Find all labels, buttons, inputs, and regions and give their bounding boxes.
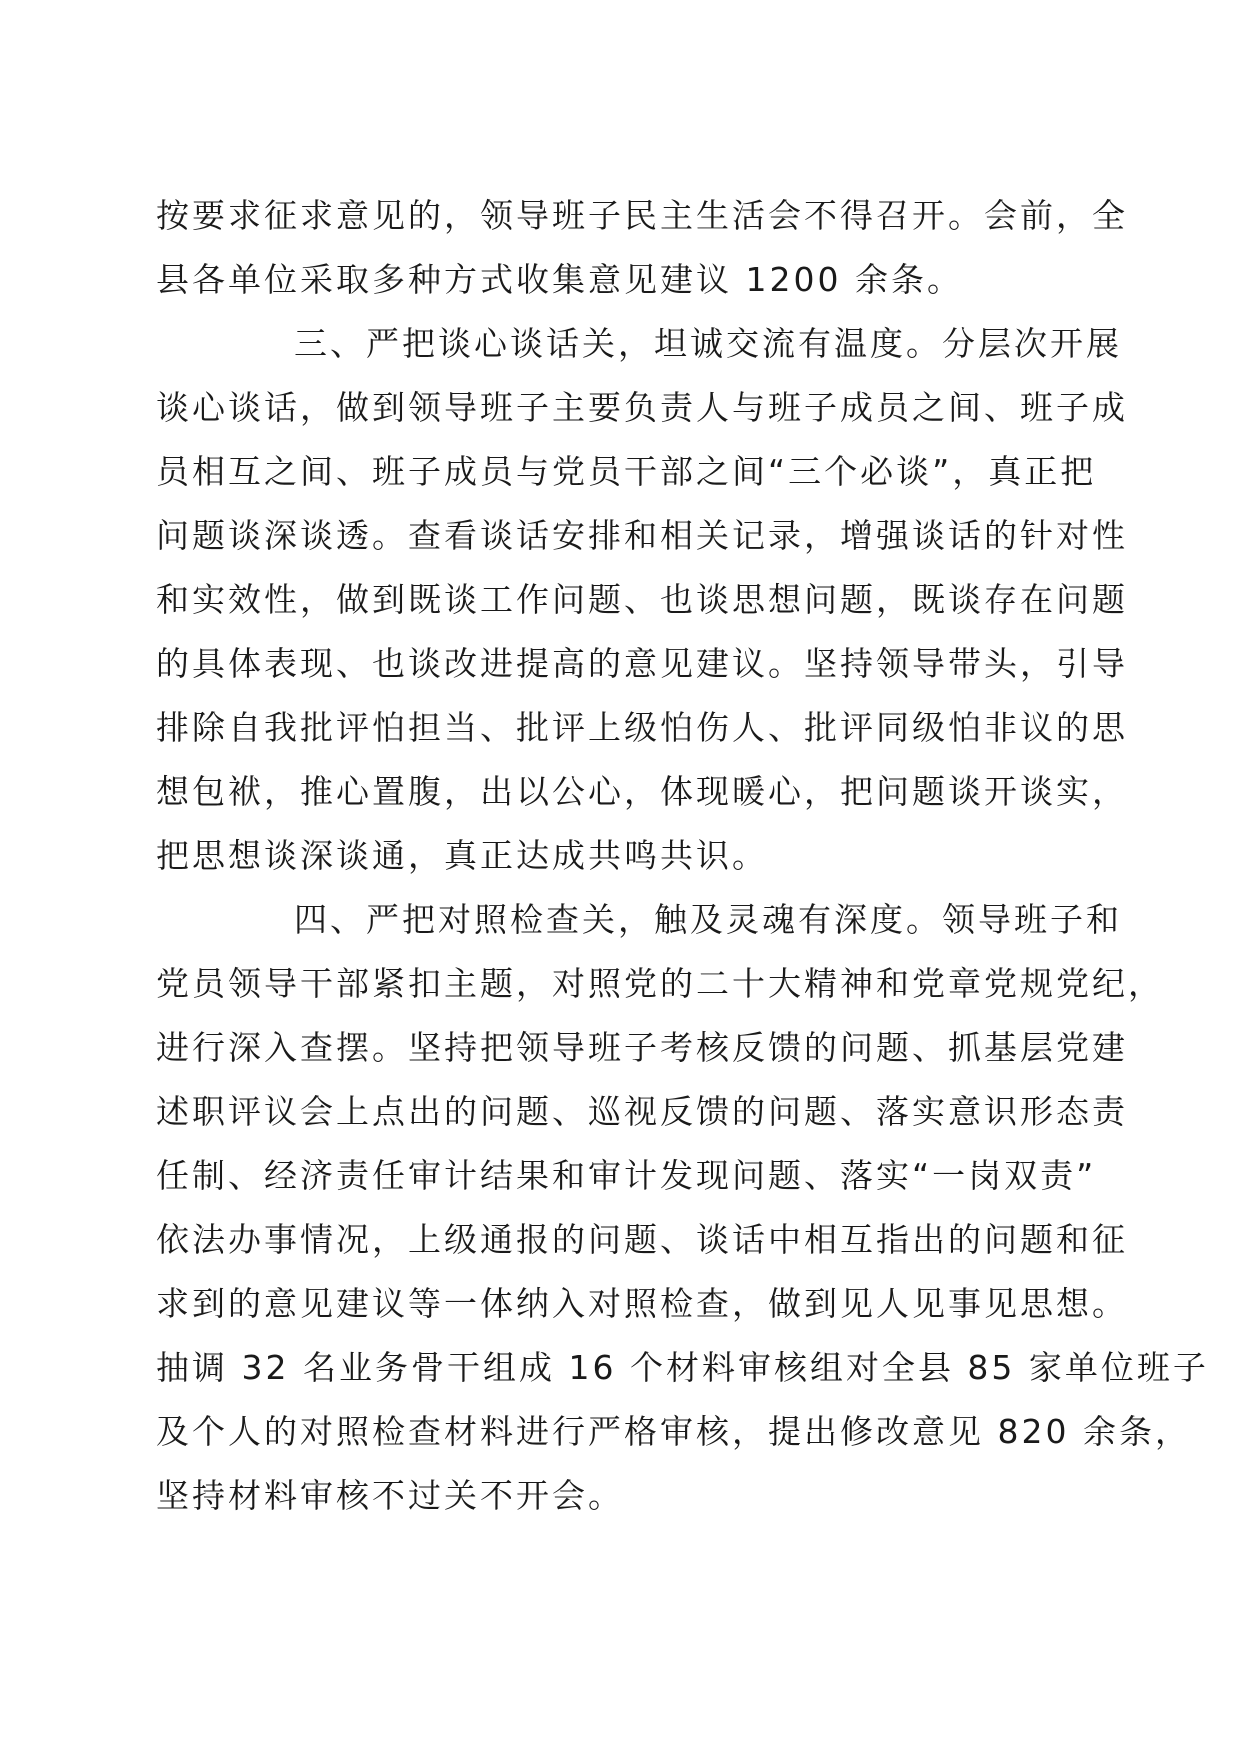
text-line: 和实效性，做到既谈工作问题、也谈思想问题，既谈存在问题 [156, 580, 1128, 619]
section-heading-line: 四、严把对照检查关，触及灵魂有深度。领导班子和 [294, 900, 1122, 939]
text-line: 党员领导干部紧扣主题，对照党的二十大精神和党章党规党纪， [156, 964, 1164, 1003]
text-line: 及个人的对照检查材料进行严格审核，提出修改意见 820 余条， [156, 1412, 1191, 1451]
text-line: 按要求征求意见的，领导班子民主生活会不得召开。会前，全 [156, 196, 1128, 235]
text-line: 把思想谈深谈通，真正达成共鸣共识。 [156, 836, 768, 875]
section-heading-line: 三、严把谈心谈话关，坦诚交流有温度。分层次开展 [294, 324, 1122, 363]
text-line: 想包袱，推心置腹，出以公心，体现暖心，把问题谈开谈实， [156, 772, 1128, 811]
text-line: 任制、经济责任审计结果和审计发现问题、落实“一岗双责” [156, 1156, 1097, 1195]
text-line: 排除自我批评怕担当、批评上级怕伤人、批评同级怕非议的思 [156, 708, 1128, 747]
text-line: 县各单位采取多种方式收集意见建议 1200 余条。 [156, 260, 963, 299]
text-line: 的具体表现、也谈改进提高的意见建议。坚持领导带头，引导 [156, 644, 1128, 683]
text-line: 抽调 32 名业务骨干组成 16 个材料审核组对全县 85 家单位班子 [156, 1348, 1209, 1387]
text-line: 依法办事情况，上级通报的问题、谈话中相互指出的问题和征 [156, 1220, 1128, 1259]
text-line: 问题谈深谈透。查看谈话安排和相关记录，增强谈话的针对性 [156, 516, 1128, 555]
text-line: 坚持材料审核不过关不开会。 [156, 1476, 624, 1515]
text-line: 员相互之间、班子成员与党员干部之间“三个必谈”，真正把 [156, 452, 1097, 491]
text-line: 进行深入查摆。坚持把领导班子考核反馈的问题、抓基层党建 [156, 1028, 1128, 1067]
text-line: 谈心谈话，做到领导班子主要负责人与班子成员之间、班子成 [156, 388, 1128, 427]
text-line: 述职评议会上点出的问题、巡视反馈的问题、落实意识形态责 [156, 1092, 1128, 1131]
text-line: 求到的意见建议等一体纳入对照检查，做到见人见事见思想。 [156, 1284, 1128, 1323]
